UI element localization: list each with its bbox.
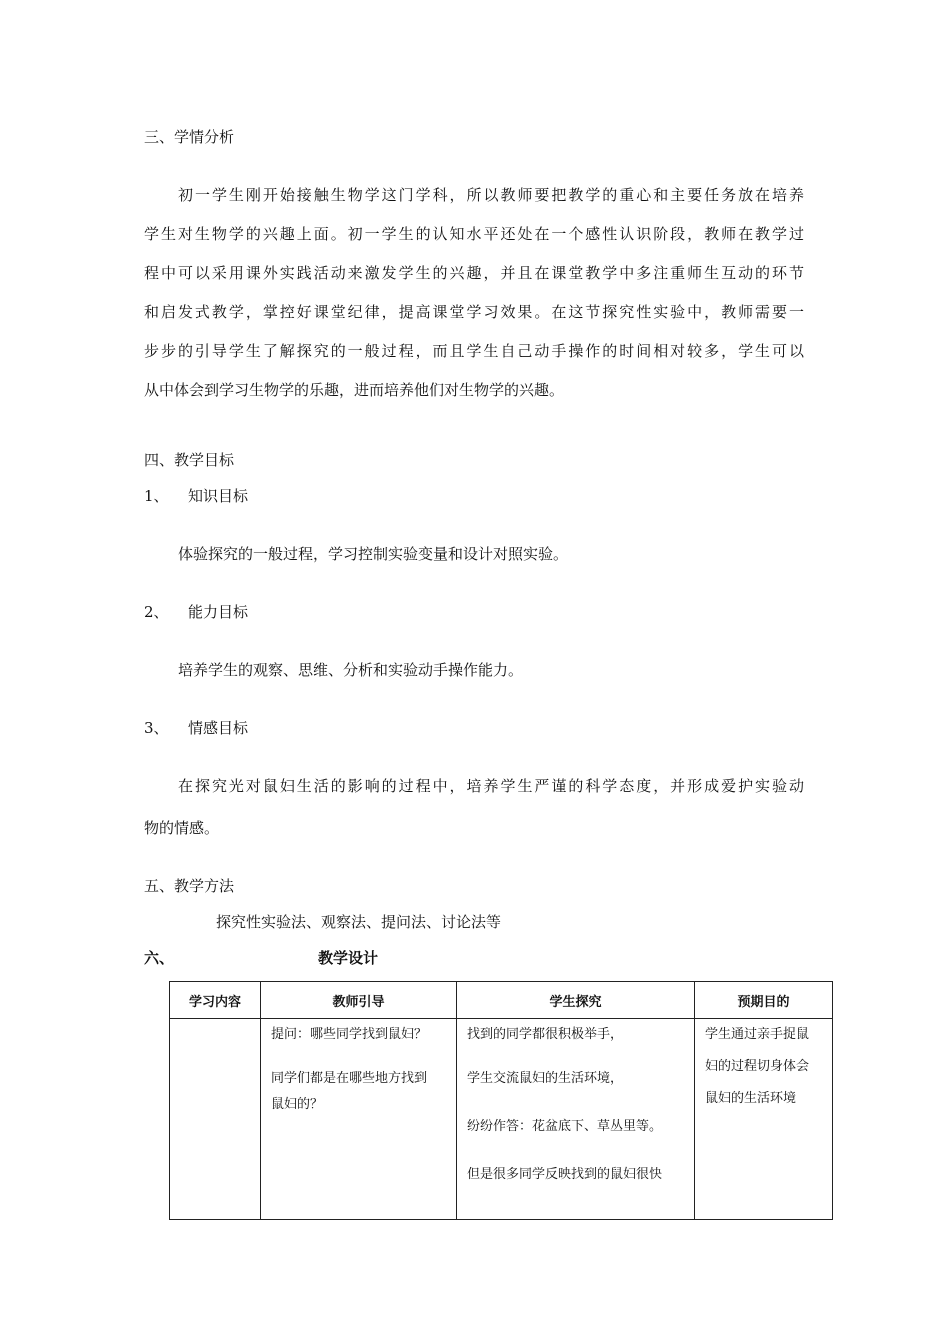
header-expected-purpose: 预期目的 [695,982,833,1019]
goal-text: 体验探究的一般过程，学习控制实验变量和设计对照实验。 [178,545,569,563]
cell-line: 提问：哪些同学找到鼠妇？ [271,1027,428,1042]
cell-line: 学生通过亲手捉鼠 [705,1027,810,1042]
goal-title-emotion: 情感目标 [188,719,249,737]
header-student-inquiry: 学生探究 [457,982,695,1019]
goal-title-knowledge: 知识目标 [188,487,249,505]
goal-text: 物的情感。 [144,819,220,837]
teaching-design-table [169,981,833,1220]
cell-content [170,1019,261,1220]
cell-line: 纷纷作答：花盆底下、草丛里等。 [467,1119,663,1134]
paragraph-line: 学生对生物学的兴趣上面。初一学生的认知水平还处在一个感性认识阶段，教师在教学过 [144,225,804,243]
cell-student [457,1019,695,1220]
paragraph-line: 初一学生刚开始接触生物学这门学科，所以教师要把教学的重心和主要任务放在培养 [178,186,804,204]
section-heading-teaching-goals: 四、教学目标 [144,451,235,469]
goal-number: 3、 [144,719,169,737]
cell-line [271,1045,450,1065]
cell-purpose [695,1019,833,1220]
header-content: 学习内容 [170,982,261,1019]
paragraph-line: 从中体会到学习生物学的乐趣，进而培养他们对生物学的兴趣。 [144,381,565,399]
cell-line: 学生交流鼠妇的生活环境， [467,1071,624,1086]
header-teacher-guidance: 教师引导 [261,982,457,1019]
cell-line [467,1045,688,1065]
cell-line: 找到的同学都很积极举手， [467,1027,624,1042]
table-row [170,1019,833,1220]
paragraph-line: 和启发式教学，掌控好课堂纪律，提高课堂学习效果。在这节探究性实验中，教师需要一 [144,303,804,321]
cell-line: 鼠妇的？ [271,1097,324,1112]
cell-line: 鼠妇的生活环境 [705,1091,797,1106]
cell-line: 但是很多同学反映找到的鼠妇很快 [467,1167,663,1182]
cell-line: 同学们都是在哪些地方找到 [271,1071,428,1086]
section-title-teaching-design: 教学设计 [318,949,379,967]
paragraph-line: 程中可以采用课外实践活动来激发学生的兴趣，并且在课堂教学中多注重师生互动的环节 [144,264,804,282]
goal-number: 1、 [144,487,169,505]
methods-text: 探究性实验法、观察法、提问法、讨论法等 [216,913,502,931]
section-number: 六、 [144,949,175,967]
goal-text: 培养学生的观察、思维、分析和实验动手操作能力。 [178,661,524,679]
section-heading-teaching-methods: 五、教学方法 [144,877,235,895]
cell-teacher [261,1019,457,1220]
table-header-row [170,982,833,1019]
goal-text: 在探究光对鼠妇生活的影响的过程中，培养学生严谨的科学态度，并形成爱护实验动 [178,777,804,795]
goal-number: 2、 [144,603,169,621]
cell-line [467,1141,688,1161]
paragraph-line: 步步的引导学生了解探究的一般过程，而且学生自己动手操作的时间相对较多，学生可以 [144,342,804,360]
goal-title-ability: 能力目标 [188,603,249,621]
cell-line: 妇的过程切身体会 [705,1059,810,1074]
cell-line [467,1093,688,1113]
section-heading-learner-analysis: 三、学情分析 [144,128,235,146]
